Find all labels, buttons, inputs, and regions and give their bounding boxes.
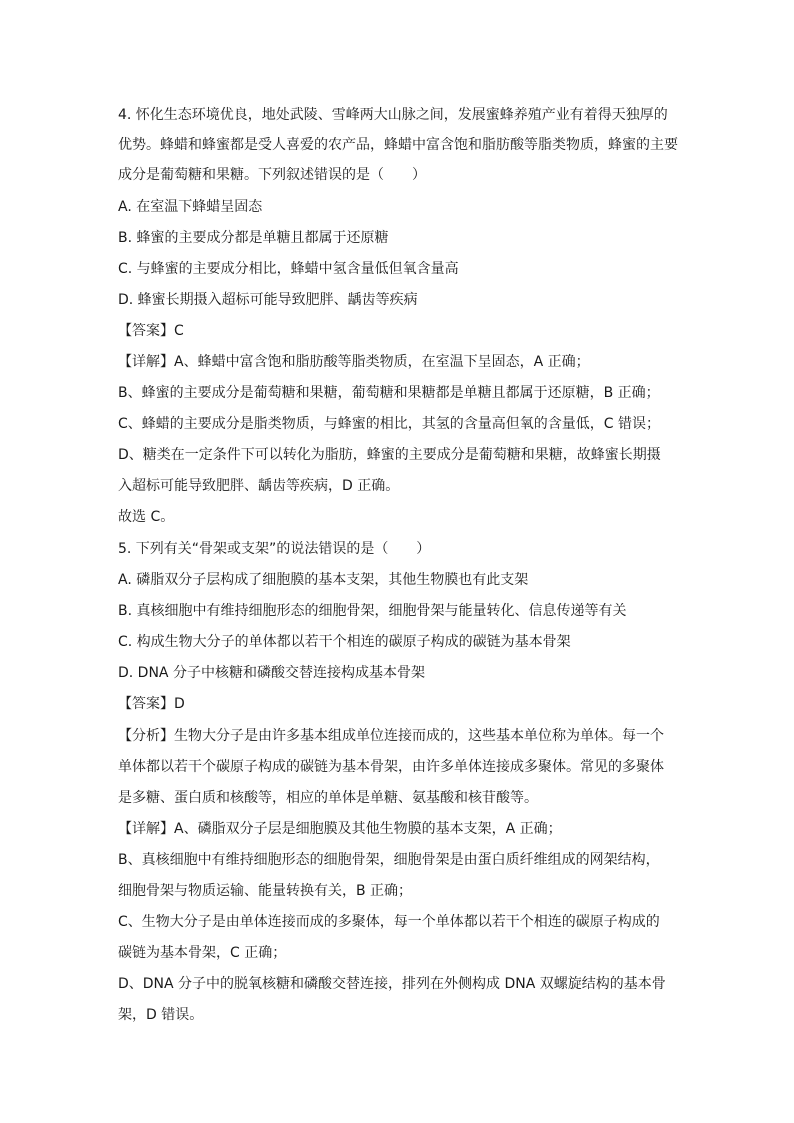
q4-option-a: A. 在室温下蜂蜡呈固态 [118,199,263,215]
q4-answer: 【答案】C [118,323,184,339]
q5-analysis-line: 是多糖、蛋白质和核酸等，相应的单体是单糖、氨基酸和核苷酸等。 [118,790,538,806]
q5-option-b: B. 真核细胞中有维持细胞形态的细胞骨架，细胞骨架与能量转化、信息传递等有关 [118,603,627,619]
q4-option-d: D. 蜂蜜长期摄入超标可能导致肥胖、龋齿等疾病 [118,292,418,308]
q4-explanation-line: B、蜂蜜的主要成分是葡萄糖和果糖，葡萄糖和果糖都是单糖且都属于还原糖，B 正确； [118,385,660,401]
q5-option-d: D. DNA 分子中核糖和磷酸交替连接构成基本骨架 [118,665,425,681]
q5-explanation-line: B、真核细胞中有维持细胞形态的细胞骨架，细胞骨架是由蛋白质纤维组成的网架结构， [118,852,660,868]
q5-answer: 【答案】D [118,696,185,712]
q4-stem-line: 优势。蜂蜡和蜂蜜都是受人喜爱的农产品，蜂蜡中富含饱和脂肪酸等脂类物质，蜂蜜的主要 [118,137,678,153]
q4-explanation-line: C、蜂蜡的主要成分是脂类物质，与蜂蜜的相比，其氢的含量高但氧的含量低，C 错误； [118,416,660,432]
q5-explanation-line: 架，D 错误。 [118,1007,204,1023]
q5-explanation-line: 细胞骨架与物质运输、能量转换有关，B 正确； [118,883,413,899]
q5-option-a: A. 磷脂双分子层构成了细胞膜的基本支架，其他生物膜也有此支架 [118,572,529,588]
q4-explanation-line: D、糖类在一定条件下可以转化为脂肪，蜂蜜的主要成分是葡萄糖和果糖，故蜂蜜长期摄 [118,447,661,463]
q5-explanation-line: C、生物大分子是由单体连接而成的多聚体，每一个单体都以若干个相连的碳原子构成的 [118,914,660,930]
q5-explanation-line: 【详解】A、磷脂双分子层是细胞膜及其他生物膜的基本支架，A 正确； [118,821,562,837]
q5-option-c: C. 构成生物大分子的单体都以若干个相连的碳原子构成的碳链为基本骨架 [118,634,571,650]
q4-conclusion: 故选 C。 [118,509,175,525]
q4-option-c: C. 与蜂蜜的主要成分相比，蜂蜡中氢含量低但氧含量高 [118,261,459,277]
q5-analysis-line: 【分析】生物大分子是由许多基本组成单位连接而成的，这些基本单位称为单体。每一个 [118,728,664,744]
q5-stem-line: 5. 下列有关“骨架或支架”的说法错误的是（ ） [118,541,431,557]
q4-option-b: B. 蜂蜜的主要成分都是单糖且都属于还原糖 [118,230,389,246]
q4-explanation-line: 入超标可能导致肥胖、龋齿等疾病，D 正确。 [118,478,400,494]
q4-explanation-line: 【详解】A、蜂蜡中富含饱和脂肪酸等脂类物质，在室温下呈固态，A 正确； [118,354,590,370]
q5-explanation-line: D、DNA 分子中的脱氧核糖和磷酸交替连接，排列在外侧构成 DNA 双螺旋结构的基本骨 [118,976,666,992]
q5-analysis-line: 单体都以若干个碳原子构成的碳链为基本骨架，由许多单体连接成多聚体。常见的多聚体 [118,759,664,775]
q4-stem-line: 成分是葡萄糖和果糖。下列叙述错误的是（ ） [118,167,426,183]
q4-stem-line: 4. 怀化生态环境优良，地处武陵、雪峰两大山脉之间，发展蜜蜂养殖产业有着得天独厚的 [118,107,668,123]
q5-explanation-line: 碳链为基本骨架，C 正确； [118,945,287,961]
